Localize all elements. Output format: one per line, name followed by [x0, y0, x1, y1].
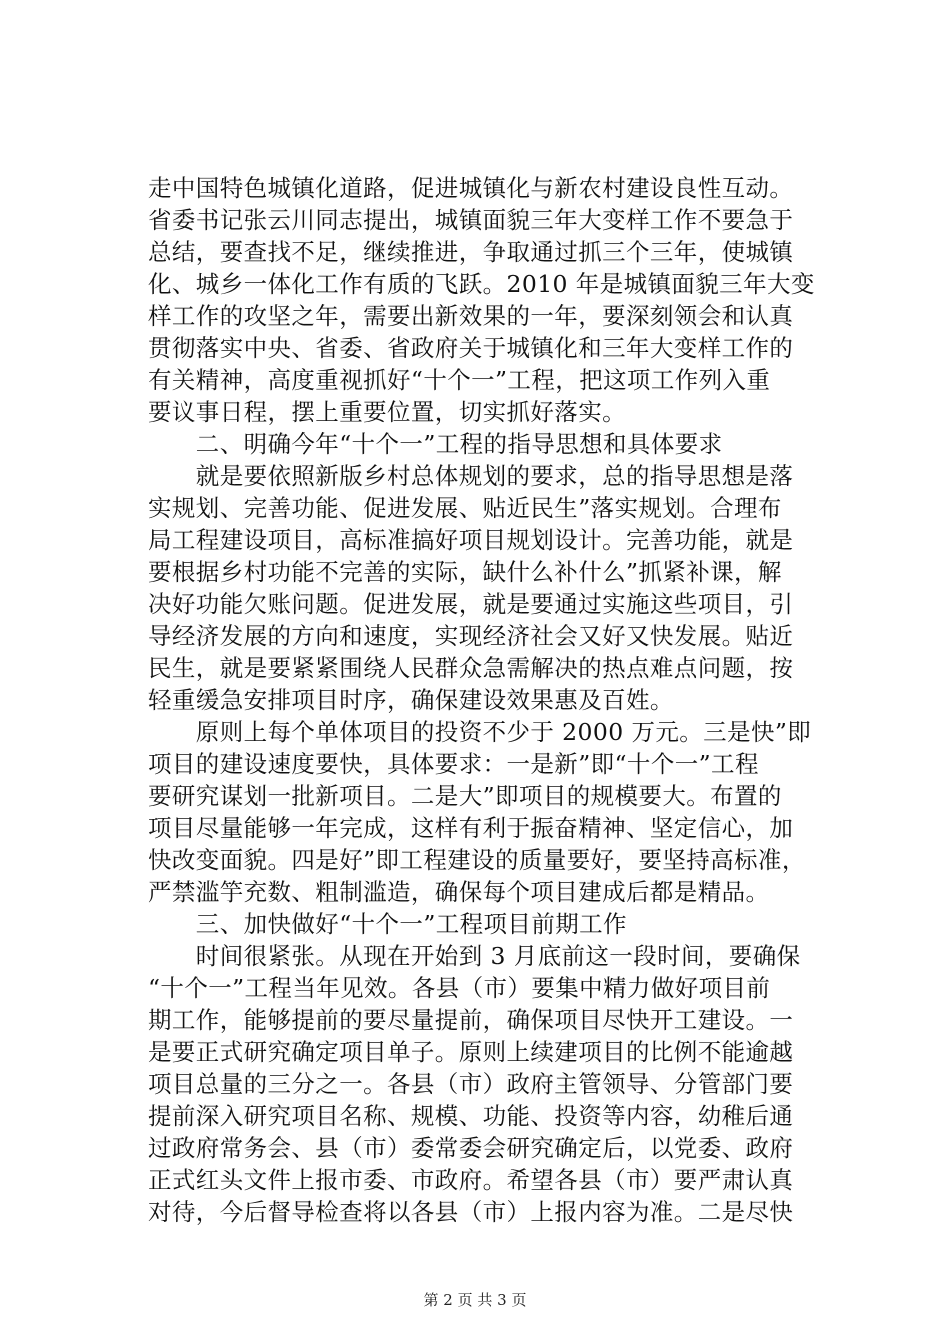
text-line: 是要正式研究确定项目单子。原则上续建项目的比例不能逾越	[148, 1038, 794, 1066]
text-line: 项目尽量能够一年完成，这样有利于振奋精神、坚定信心，加	[148, 814, 794, 842]
section-heading: 二、明确今年“十个一”工程的指导思想和具体要求	[148, 430, 723, 458]
text-line: 实规划、完善功能、促进发展、贴近民生”落实规划。合理布	[148, 494, 782, 522]
text-line: 项目的建设速度要快，具体要求：一是新”即“十个一”工程	[148, 750, 759, 778]
text-line: 正式红头文件上报市委、市政府。希望各县（市）要严肃认真	[148, 1166, 794, 1194]
text-line: 有关精神，高度重视抓好“十个一”工程，把这项工作列入重	[148, 366, 771, 394]
page-number-footer: 第 2 页 共 3 页	[423, 1291, 527, 1309]
text-line: 对待，今后督导检查将以各县（市）上报内容为准。二是尽快	[148, 1198, 794, 1226]
document-body	[148, 172, 838, 1228]
text-line: 要议事日程，摆上重要位置，切实抓好落实。	[148, 398, 626, 426]
text-line: 总结，要查找不足，继续推进，争取通过抓三个三年，使城镇	[148, 238, 794, 266]
text-line: 省委书记张云川同志提出，城镇面貌三年大变样工作不要急于	[148, 206, 794, 234]
text-line: 民生，就是要紧紧围绕人民群众急需解决的热点难点问题，按	[148, 654, 794, 682]
text-line: 走中国特色城镇化道路，促进城镇化与新农村建设良性互动。	[148, 174, 794, 202]
text-line: 轻重缓急安排项目时序，确保建设效果惠及百姓。	[148, 686, 674, 714]
text-line: 原则上每个单体项目的投资不少于 2000 万元。三是快”即	[148, 718, 812, 746]
text-line: 决好功能欠账问题。促进发展，就是要通过实施这些项目，引	[148, 590, 794, 618]
text-line: 严禁滥竽充数、粗制滥造，确保每个项目建成后都是精品。	[148, 878, 770, 906]
text-line: 要根据乡村功能不完善的实际，缺什么补什么”抓紧补课，解	[148, 558, 782, 586]
text-line: 项目总量的三分之一。各县（市）政府主管领导、分管部门要	[148, 1070, 794, 1098]
text-line: 提前深入研究项目名称、规模、功能、投资等内容，幼稚后通	[148, 1102, 794, 1130]
text-line: 要研究谋划一批新项目。二是大”即项目的规模要大。布置的	[148, 782, 782, 810]
text-line: “十个一”工程当年见效。各县（市）要集中精力做好项目前	[148, 974, 771, 1002]
text-line: 局工程建设项目，高标准搞好项目规划设计。完善功能，就是	[148, 526, 794, 554]
text-line: 过政府常务会、县（市）委常委会研究确定后，以党委、政府	[148, 1134, 794, 1162]
text-line: 时间很紧张。从现在开始到 3 月底前这一段时间，要确保	[148, 942, 801, 970]
text-line: 快改变面貌。四是好”即工程建设的质量要好，要坚持高标准，	[148, 846, 806, 874]
text-line: 就是要依照新版乡村总体规划的要求，总的指导思想是落	[148, 462, 794, 490]
text-line: 贯彻落实中央、省委、省政府关于城镇化和三年大变样工作的	[148, 334, 794, 362]
text-line: 样工作的攻坚之年，需要出新效果的一年，要深刻领会和认真	[148, 302, 794, 330]
section-heading: 三、加快做好“十个一”工程项目前期工作	[148, 910, 627, 938]
text-line: 期工作，能够提前的要尽量提前，确保项目尽快开工建设。一	[148, 1006, 794, 1034]
text-line: 导经济发展的方向和速度，实现经济社会又好又快发展。贴近	[148, 622, 794, 650]
text-line: 化、城乡一体化工作有质的飞跃。2010 年是城镇面貌三年大变	[148, 270, 815, 298]
